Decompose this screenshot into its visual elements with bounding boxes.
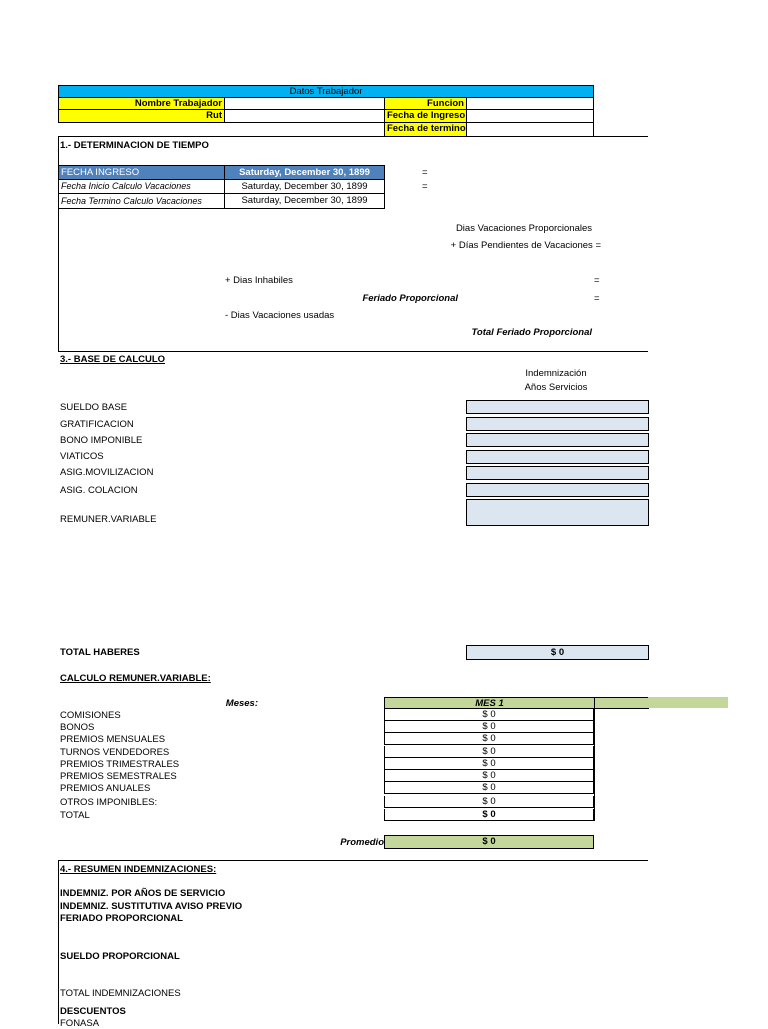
asig-colacion-label: ASIG. COLACION xyxy=(60,485,138,496)
premios-trimestrales-label: PREMIOS TRIMESTRALES xyxy=(60,759,180,770)
mes2-header xyxy=(594,697,649,709)
premios-trimestrales-value[interactable]: $ 0 xyxy=(384,758,594,770)
meses-label: Meses: xyxy=(225,698,258,709)
fonasa-label: FONASA xyxy=(60,1018,100,1029)
indemnizacion-header: Indemnización xyxy=(525,368,587,379)
bono-imponible-label: BONO IMPONIBLE xyxy=(60,435,143,446)
sueldo-base-label: SUELDO BASE xyxy=(60,402,128,413)
worker-rut-input[interactable] xyxy=(224,109,385,123)
promedio-value: $ 0 xyxy=(384,835,594,849)
bonos-label: BONOS xyxy=(60,722,95,733)
turnos-vendedores-value[interactable]: $ 0 xyxy=(384,746,594,758)
anos-servicios-header: Años Servicios xyxy=(524,382,588,393)
section4-rule xyxy=(58,860,648,861)
descuentos-label: DESCUENTOS xyxy=(60,1006,126,1017)
section4-title: 4.- RESUMEN INDEMNIZACIONES: xyxy=(60,864,217,875)
total-haberes-label: TOTAL HABERES xyxy=(60,647,140,658)
feriado-proporcional-item: FERIADO PROPORCIONAL xyxy=(60,913,183,924)
dias-usadas-label: - Dias Vacaciones usadas xyxy=(225,310,335,321)
fecha-inicio-value[interactable]: Saturday, December 30, 1899 xyxy=(224,179,385,194)
sueldo-proporcional-item: SUELDO PROPORCIONAL xyxy=(60,951,180,962)
fecha-termino-label: Fecha Termino Calculo Vacaciones xyxy=(58,193,225,209)
worker-ingreso-input[interactable] xyxy=(466,109,594,123)
promedio-label: Promedio xyxy=(340,837,384,848)
fecha-ingreso-eq: = xyxy=(422,167,428,178)
section1-title: 1.- DETERMINACION DE TIEMPO xyxy=(60,140,209,151)
gratificacion-label: GRATIFICACION xyxy=(60,419,134,430)
asig-movilizacion-input[interactable] xyxy=(466,466,649,480)
total-haberes-value: $ 0 xyxy=(466,645,649,660)
asig-colacion-input[interactable] xyxy=(466,483,649,497)
remuner-variable-input[interactable] xyxy=(466,499,649,526)
worker-title: Datos Trabajador xyxy=(58,85,594,98)
green-overflow-band xyxy=(648,697,728,708)
sueldo-base-input[interactable] xyxy=(466,400,649,414)
gratificacion-input[interactable] xyxy=(466,417,649,431)
premios-mensuales-value[interactable]: $ 0 xyxy=(384,733,594,745)
total-feriado-label: Total Feriado Proporcional xyxy=(471,327,592,338)
worker-ingreso-label: Fecha de Ingreso xyxy=(384,109,467,123)
worker-funcion-label: Funcion xyxy=(384,97,467,110)
mes1-header: MES 1 xyxy=(384,697,595,709)
viaticos-label: VIATICOS xyxy=(60,451,104,462)
premios-semestrales-value[interactable]: $ 0 xyxy=(384,770,594,782)
premios-mensuales-label: PREMIOS MENSUALES xyxy=(60,734,166,745)
worker-termino-label: Fecha de termino xyxy=(384,122,467,137)
feriado-proporcional-eq: = xyxy=(594,293,600,304)
fecha-inicio-eq: = xyxy=(422,181,428,192)
worker-termino-input[interactable] xyxy=(466,122,594,137)
section4-left-border xyxy=(58,860,59,1024)
premios-semestrales-label: PREMIOS SEMESTRALES xyxy=(60,771,177,782)
worker-rut-label: Rut xyxy=(58,109,225,123)
comisiones-value[interactable]: $ 0 xyxy=(384,709,594,721)
dias-inhabiles-label: + Dias Inhabiles xyxy=(225,275,293,286)
bonos-value[interactable]: $ 0 xyxy=(384,721,594,733)
section3-title: 3.- BASE DE CALCULO xyxy=(60,354,166,365)
otros-imponibles-label: OTROS IMPONIBLES: xyxy=(60,797,158,808)
indemniz-sustitutiva: INDEMNIZ. SUSTITUTIVA AVISO PREVIO xyxy=(60,901,243,912)
fecha-ingreso-value[interactable]: Saturday, December 30, 1899 xyxy=(224,165,385,180)
premios-anuales-label: PREMIOS ANUALES xyxy=(60,783,151,794)
viaticos-input[interactable] xyxy=(466,450,649,464)
bono-imponible-input[interactable] xyxy=(466,433,649,447)
variable-title: CALCULO REMUNER.VARIABLE: xyxy=(60,673,211,684)
section1-rule xyxy=(58,136,648,137)
premios-anuales-value[interactable]: $ 0 xyxy=(384,782,594,794)
turnos-vendedores-label: TURNOS VENDEDORES xyxy=(60,747,170,758)
dias-inhabiles-eq: = xyxy=(594,275,600,286)
variable-total-value: $ 0 xyxy=(384,809,594,821)
worker-name-label: Nombre Trabajador xyxy=(58,97,225,110)
variable-total-label: TOTAL xyxy=(60,810,90,821)
section3-rule xyxy=(58,351,648,352)
asig-movilizacion-label: ASIG.MOVILIZACION xyxy=(60,467,154,478)
mes2-column-border xyxy=(594,697,595,821)
fecha-ingreso-label: FECHA INGRESO xyxy=(58,165,225,180)
remuner-variable-label: REMUNER.VARIABLE xyxy=(60,514,157,525)
fecha-inicio-label: Fecha Inicio Calculo Vacaciones xyxy=(58,179,225,194)
total-indemnizaciones: TOTAL INDEMNIZACIONES xyxy=(60,988,181,999)
dias-pendientes-label: + Días Pendientes de Vacaciones = xyxy=(450,240,601,251)
feriado-proporcional-label: Feriado Proporcional xyxy=(362,293,458,304)
comisiones-label: COMISIONES xyxy=(60,710,121,721)
fecha-termino-value[interactable]: Saturday, December 30, 1899 xyxy=(224,193,385,209)
indemniz-anos-servicio: INDEMNIZ. POR AÑOS DE SERVICIO xyxy=(60,888,226,899)
otros-imponibles-value[interactable]: $ 0 xyxy=(384,796,594,808)
dias-proporcionales-label: Dias Vacaciones Proporcionales xyxy=(455,223,592,234)
